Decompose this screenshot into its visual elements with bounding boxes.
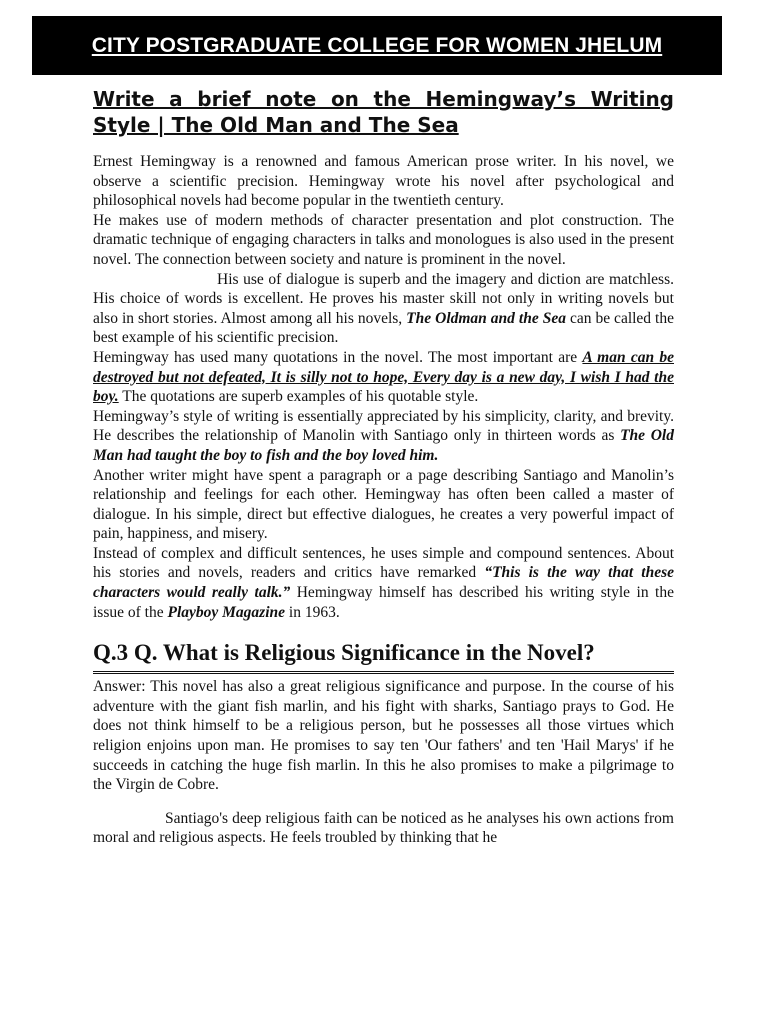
paragraph-quotations: Hemingway has used many quotations in the novel. The most important are A man can be destroyed but not defeated, It is silly not to hope, Every day is a new day, I wish I had the boy. The quotations are superb examples of his quotable style. bbox=[93, 348, 674, 406]
novel-title-emphasis: The Oldman and the Sea bbox=[406, 309, 566, 327]
paragraph-technique: He makes use of modern methods of character presentation and plot construction. The dramatic technique of engaging characters in talks and monologues is also used in the present novel. The connection between society and nature is prominent in the novel. bbox=[93, 211, 674, 268]
faith-paragraph: Santiago's deep religious faith can be noticed as he analyses his own actions from moral and religious aspects. He feels troubled by thinking that he bbox=[93, 809, 674, 847]
paragraph-intro: Ernest Hemingway is a renowned and famous American prose writer. In his novel, we observe a scientific precision. Hemingway wrote his novel after psychological and philosophical novels had become popular in the twentieth century. bbox=[93, 153, 674, 210]
magazine-name-emphasis: Playboy Magazine bbox=[167, 603, 286, 621]
quotations-emphasis: A man can be destroyed but not defeated, It is silly not to hope, Every day is a new day, I wish I had the boy. bbox=[93, 348, 674, 406]
thirteen-words-emphasis: The Old Man had taught the boy to fish and the boy loved him. bbox=[93, 427, 674, 464]
college-header-banner bbox=[32, 16, 722, 75]
question-heading: Q.3 Q. What is Religious Significance in the Novel? bbox=[93, 638, 674, 674]
critics-quote-emphasis: “This is the way that these characters would really talk.” bbox=[93, 564, 674, 602]
paragraph-master-dialogue: Another writer might have spent a paragraph or a page describing Santiago and Manolin’s relationship and feelings for each other. Hemingway has often been called a master of dialogue. In his simple, direct but effective dialogues, he creates a very powerful impact of pain, happiness, and misery. bbox=[93, 466, 674, 543]
paragraph-dialogue: His use of dialogue is superb and the imagery and diction are matchless. His choice of words is excellent. He proves his master skill not only in writing novels but also in short stories. Almost among all his novels, The Oldman and the Sea can be called the best example of his scientific precision. bbox=[93, 270, 674, 347]
paragraph-simplicity: Hemingway’s style of writing is essentially appreciated by his simplicity, clarity, and brevity. He describes the relationship of Manolin with Santiago only in thirteen words as The Old Man had taught the boy to fish and the boy loved him. bbox=[93, 407, 674, 464]
document-body bbox=[93, 86, 674, 848]
college-name: CITY POSTGRADUATE COLLEGE FOR WOMEN JHELUM bbox=[91, 33, 663, 57]
answer-paragraph: Answer: This novel has also a great religious significance and purpose. In the course of his adventure with the giant fish marlin, and his fight with sharks, Santiago prays to God. He does not think himself to be a religious person, but he possesses all those virtues which religion enjoins upon man. He promises to say ten 'Our fathers' and ten 'Hail Marys' if he succeeds in catching the huge fish marlin. In this he also promises to make a pilgrimage to the Virgin de Cobre. bbox=[93, 678, 674, 794]
paragraph-sentences: Instead of complex and difficult sentences, he uses simple and compound sentences. About his stories and novels, readers and critics have remarked “This is the way that these characters would really talk.” Hemingway himself has described his writing style in the issue of the Playboy Magazine in 1963. bbox=[93, 544, 674, 621]
article-title: Write a brief note on the Hemingway’s Writing Style | The Old Man and The Sea bbox=[93, 87, 674, 137]
